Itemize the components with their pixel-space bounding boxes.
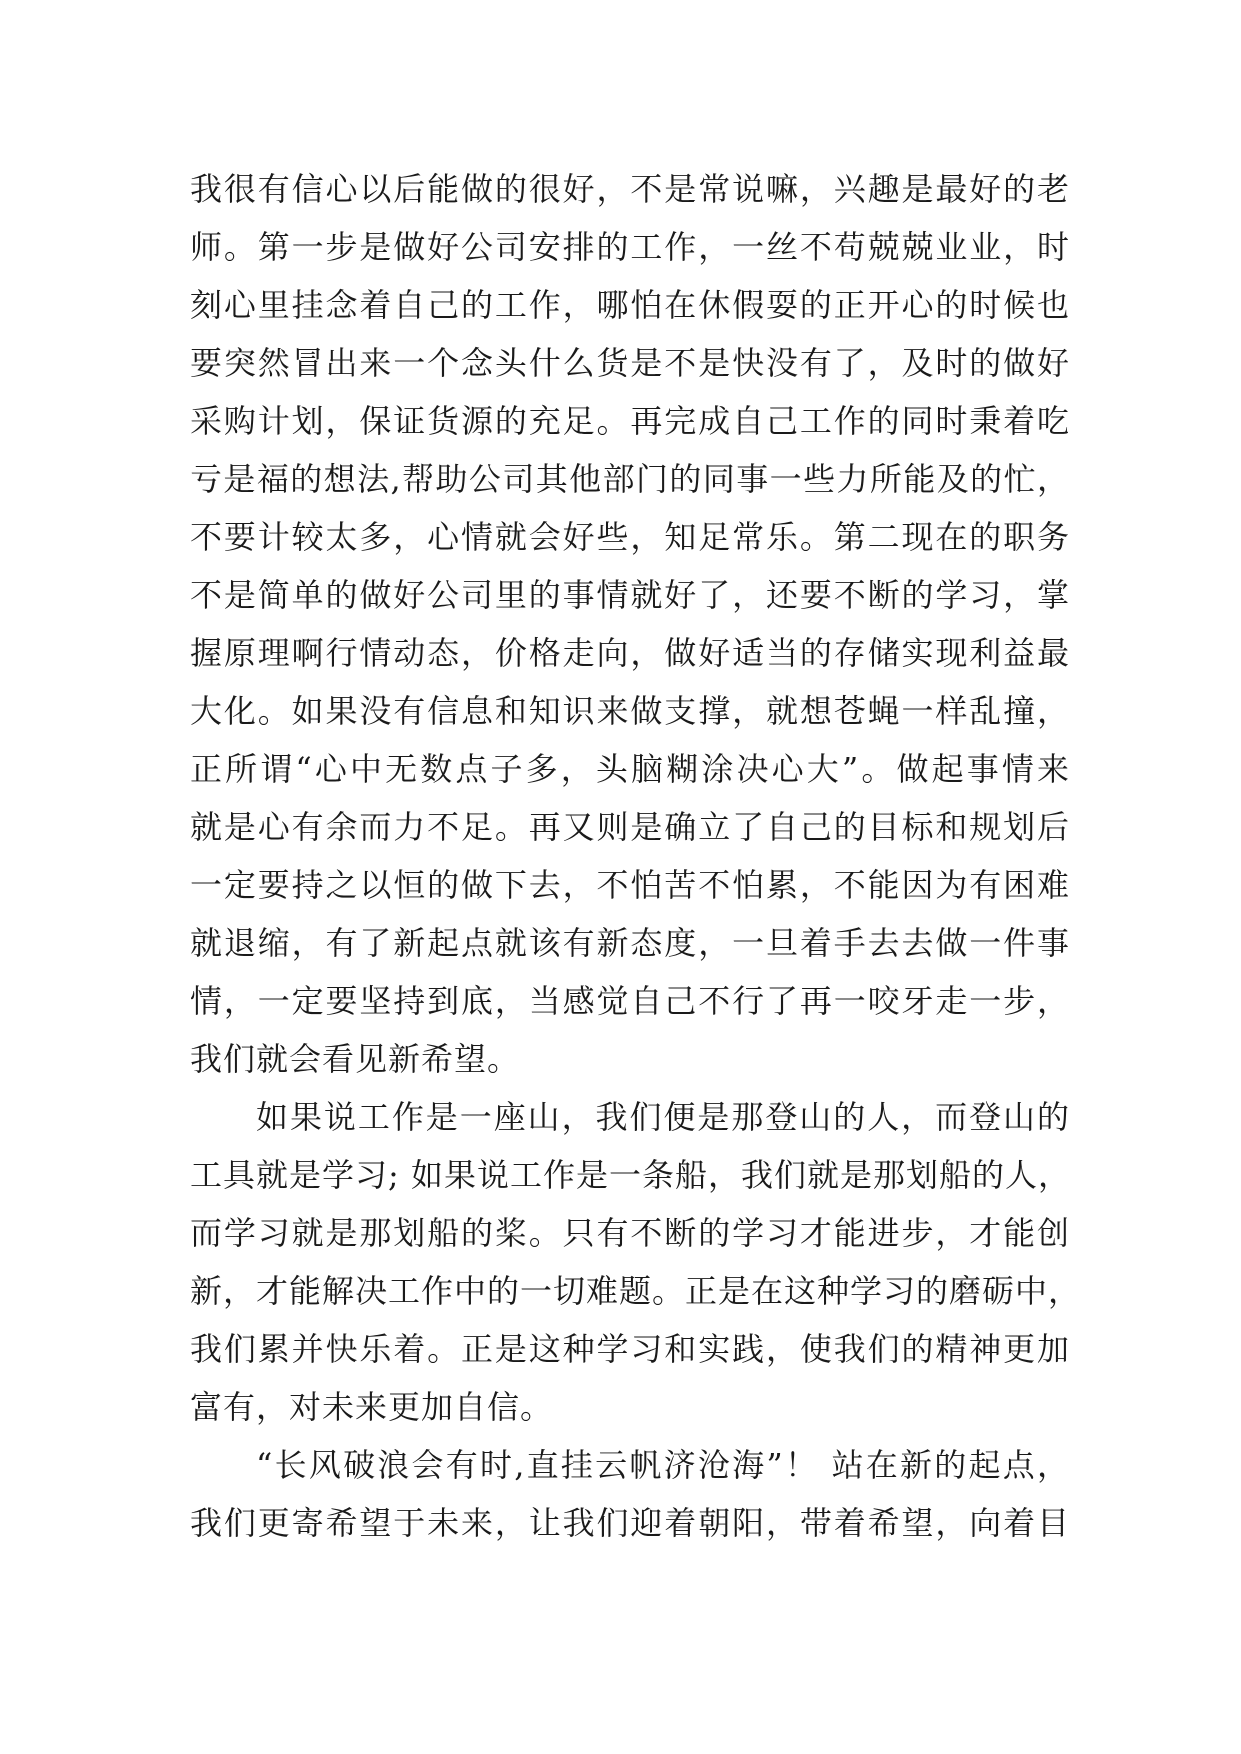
text-line: “长风破浪会有时,直挂云帆济沧海”！ 站在新的起点， xyxy=(256,1446,1070,1484)
text-line: 刻心里挂念着自己的工作，哪怕在休假耍的正开心的时候也 xyxy=(190,286,1070,324)
text-line: 不是简单的做好公司里的事情就好了，还要不断的学习，掌 xyxy=(190,576,1070,614)
text-line: 富有，对未来更加自信。 xyxy=(190,1388,554,1426)
text-line: 就退缩，有了新起点就该有新态度，一旦着手去去做一件事 xyxy=(190,924,1070,962)
text-line: 如果说工作是一座山，我们便是那登山的人，而登山的 xyxy=(256,1098,1070,1136)
text-line: 情，一定要坚持到底，当感觉自己不行了再一咬牙走一步， xyxy=(190,982,1070,1020)
text-line: 而学习就是那划船的桨。只有不断的学习才能进步，才能创 xyxy=(190,1214,1070,1252)
text-line: 不要计较太多，心情就会好些，知足常乐。第二现在的职务 xyxy=(190,518,1070,556)
text-line: 正所谓“心中无数点子多，头脑糊涂决心大”。做起事情来 xyxy=(190,750,1070,788)
text-line: 就是心有余而力不足。再又则是确立了自己的目标和规划后 xyxy=(190,808,1070,846)
text-line: 要突然冒出来一个念头什么货是不是快没有了，及时的做好 xyxy=(190,344,1070,382)
text-line: 新，才能解决工作中的一切难题。正是在这种学习的磨砺中， xyxy=(190,1272,1082,1310)
text-line: 我们就会看见新希望。 xyxy=(190,1040,521,1078)
text-line: 我们更寄希望于未来，让我们迎着朝阳，带着希望，向着目 xyxy=(190,1504,1070,1542)
body-text xyxy=(190,160,1082,1552)
text-line: 师。第一步是做好公司安排的工作，一丝不苟兢兢业业，时 xyxy=(190,228,1070,266)
text-line: 大化。如果没有信息和知识来做支撑，就想苍蝇一样乱撞， xyxy=(190,692,1070,730)
text-line: 握原理啊行情动态，价格走向，做好适当的存储实现利益最 xyxy=(190,634,1070,672)
text-line: 采购计划，保证货源的充足。再完成自己工作的同时秉着吃 xyxy=(190,402,1070,440)
text-line: 我很有信心以后能做的很好，不是常说嘛，兴趣是最好的老 xyxy=(190,170,1070,208)
text-line: 工具就是学习; 如果说工作是一条船，我们就是那划船的人， xyxy=(190,1156,1071,1194)
text-line: 亏是福的想法,帮助公司其他部门的同事一些力所能及的忙， xyxy=(190,460,1070,498)
text-line: 一定要持之以恒的做下去，不怕苦不怕累，不能因为有困难 xyxy=(190,866,1070,904)
text-line: 我们累并快乐着。正是这种学习和实践，使我们的精神更加 xyxy=(190,1330,1070,1368)
